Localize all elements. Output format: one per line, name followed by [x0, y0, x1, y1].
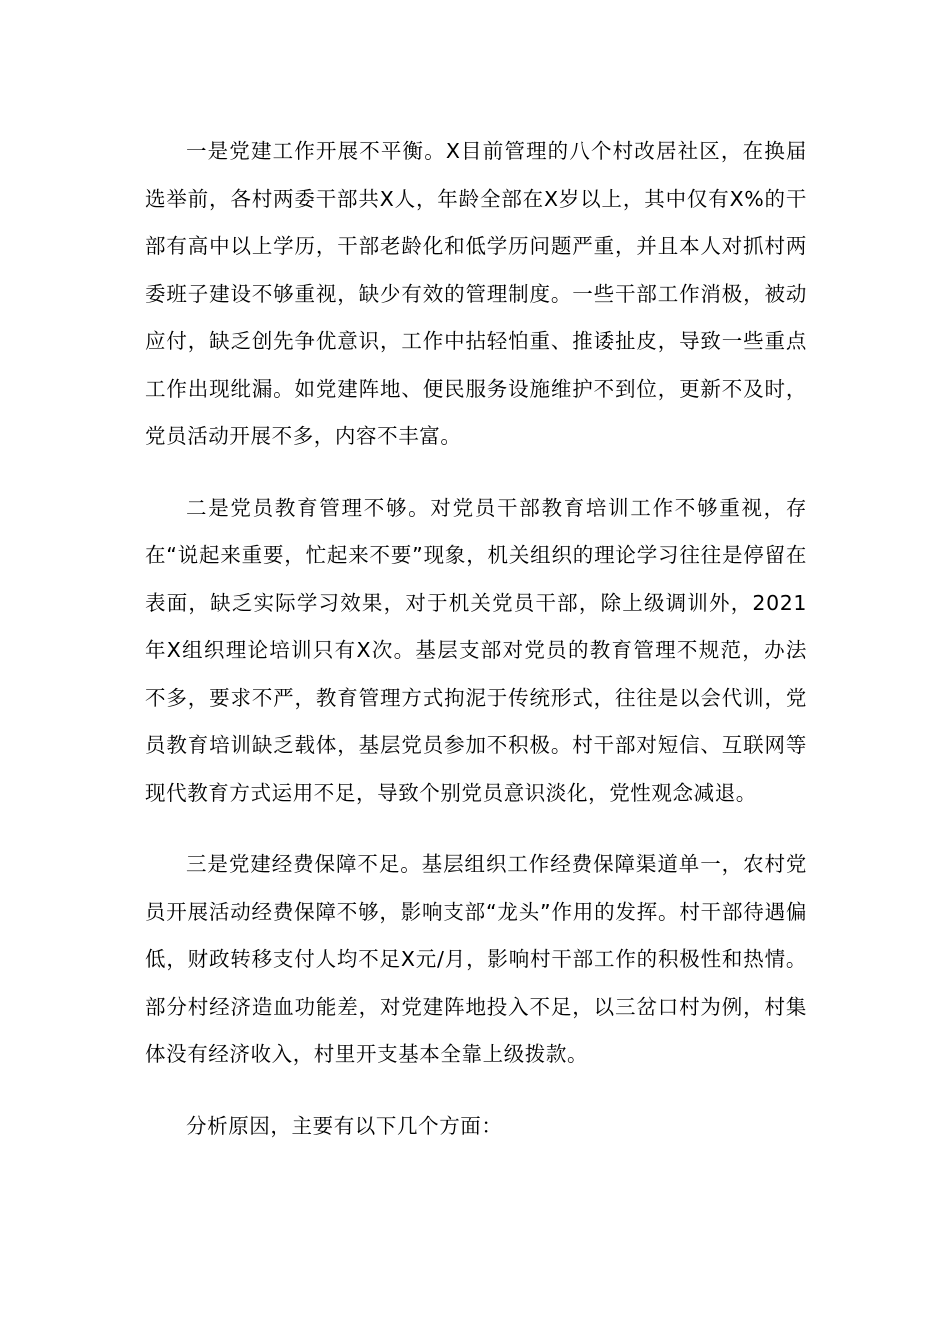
paragraph-funding-shortage: 三是党建经费保障不足。基层组织工作经费保障渠道单一，农村党员开展活动经费保障不够，影响支部“龙头”作用的发挥。村干部待遇偏低，财政转移支付人均不足X元/月，影响村干部工作的积极性和热情。部分村经济造血功能差，对党建阵地投入不足，以三岔口村为例，村集体没有经济收入，村里开支基本全靠上级拨款。	[145, 852, 807, 1066]
paragraph-party-building-imbalance: 一是党建工作开展不平衡。X目前管理的八个村改居社区，在换届选举前，各村两委干部共X人，年龄全部在X岁以上，其中仅有X%的干部有高中以上学历，干部老龄化和低学历问题严重，并且本人对抓村两委班子建设不够重视，缺少有效的管理制度。一些干部工作消极，被动应付，缺乏创先争优意识，工作中拈轻怕重、推诿扯皮，导致一些重点工作出现纰漏。如党建阵地、便民服务设施维护不到位，更新不及时，党员活动开展不多，内容不丰富。	[145, 139, 807, 448]
paragraph-member-education: 二是党员教育管理不够。对党员干部教育培训工作不够重视，存在“说起来重要，忙起来不要”现象，机关组织的理论学习往往是停留在表面，缺乏实际学习效果，对于机关党员干部，除上级调训外，2021年X组织理论培训只有X次。基层支部对党员的教育管理不规范，办法不多，要求不严，教育管理方式拘泥于传统形式，往往是以会代训，党员教育培训缺乏载体，基层党员参加不积极。村干部对短信、互联网等现代教育方式运用不足，导致个别党员意识淡化，党性观念减退。	[145, 495, 807, 805]
paragraph-cause-analysis-intro: 分析原因，主要有以下几个方面：	[186, 1113, 503, 1138]
document-body	[145, 128, 807, 1150]
